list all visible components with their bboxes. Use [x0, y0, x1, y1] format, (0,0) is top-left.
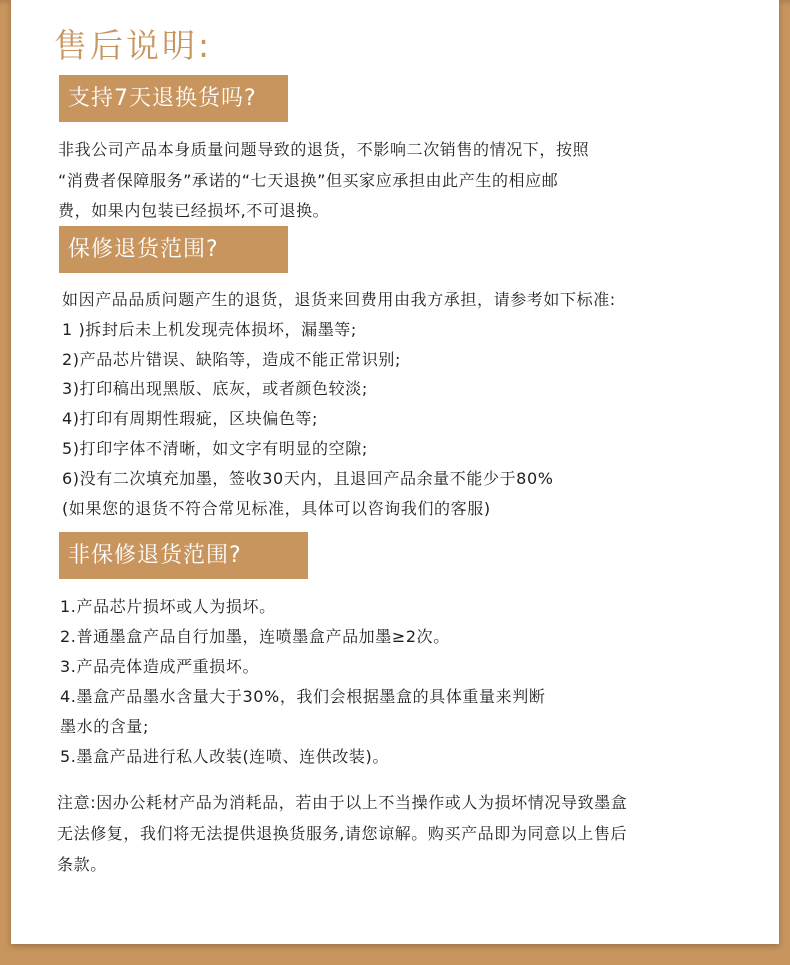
text-line: 注意:因办公耗材产品为消耗品，若由于以上不当操作或人为损坏情况导致墨盒 — [57, 793, 628, 812]
list-item: 2)产品芯片错误、缺陷等，造成不能正常识别; — [62, 349, 402, 369]
section-header-exchange: 支持7天退换货吗? — [59, 75, 288, 122]
text-line: 条款。 — [57, 855, 107, 874]
list-item: 2.普通墨盒产品自行加墨，连喷墨盒产品加墨≥2次。 — [60, 627, 450, 646]
text-line: 非我公司产品本身质量问题导致的退货，不影响二次销售的情况下，按照 — [58, 140, 590, 159]
list-item: 1.产品芯片损坏或人为损坏。 — [60, 597, 276, 616]
list-item: 5.墨盒产品进行私人改装(连喷、连供改装)。 — [60, 747, 389, 766]
text-line: 如因产品品质问题产生的退货，退货来回费用由我方承担，请参考如下标准: — [62, 290, 616, 309]
warranty-text — [62, 285, 616, 523]
list-item: 3.产品壳体造成严重损坏。 — [60, 657, 260, 676]
notice-text — [57, 787, 627, 880]
list-item: 5)打印字体不清晰，如文字有明显的空隙; — [62, 438, 368, 458]
non-warranty-text — [60, 592, 545, 772]
list-item: 3)打印稿出现黑版、底灰，或者颜色较淡; — [62, 379, 368, 399]
section-header-non-warranty: 非保修退货范围? — [59, 532, 308, 579]
text-line: (如果您的退货不符合常见标准，具体可以咨询我们的客服) — [62, 498, 491, 518]
text-line: 费，如果内包装已经损坏,不可退换。 — [58, 201, 330, 220]
page-title: 售后说明: — [54, 26, 213, 65]
list-item: 6)没有二次填充加墨，签收30天内，且退回产品余量不能少于80% — [62, 468, 554, 488]
list-item: 1 )拆封后未上机发现壳体损坏，漏墨等; — [62, 319, 357, 339]
text-line: 墨水的含量; — [60, 717, 149, 736]
text-line: 无法修复，我们将无法提供退换货服务,请您谅解。购买产品即为同意以上售后 — [57, 824, 628, 843]
exchange-text — [58, 135, 589, 227]
text-line: “消费者保障服务”承诺的“七天退换”但买家应承担由此产生的相应邮 — [58, 170, 559, 190]
list-item: 4.墨盒产品墨水含量大于30%，我们会根据墨盒的具体重量来判断 — [60, 687, 546, 706]
section-header-warranty: 保修退货范围? — [59, 226, 288, 273]
list-item: 4)打印有周期性瑕疵，区块偏色等; — [62, 409, 319, 429]
